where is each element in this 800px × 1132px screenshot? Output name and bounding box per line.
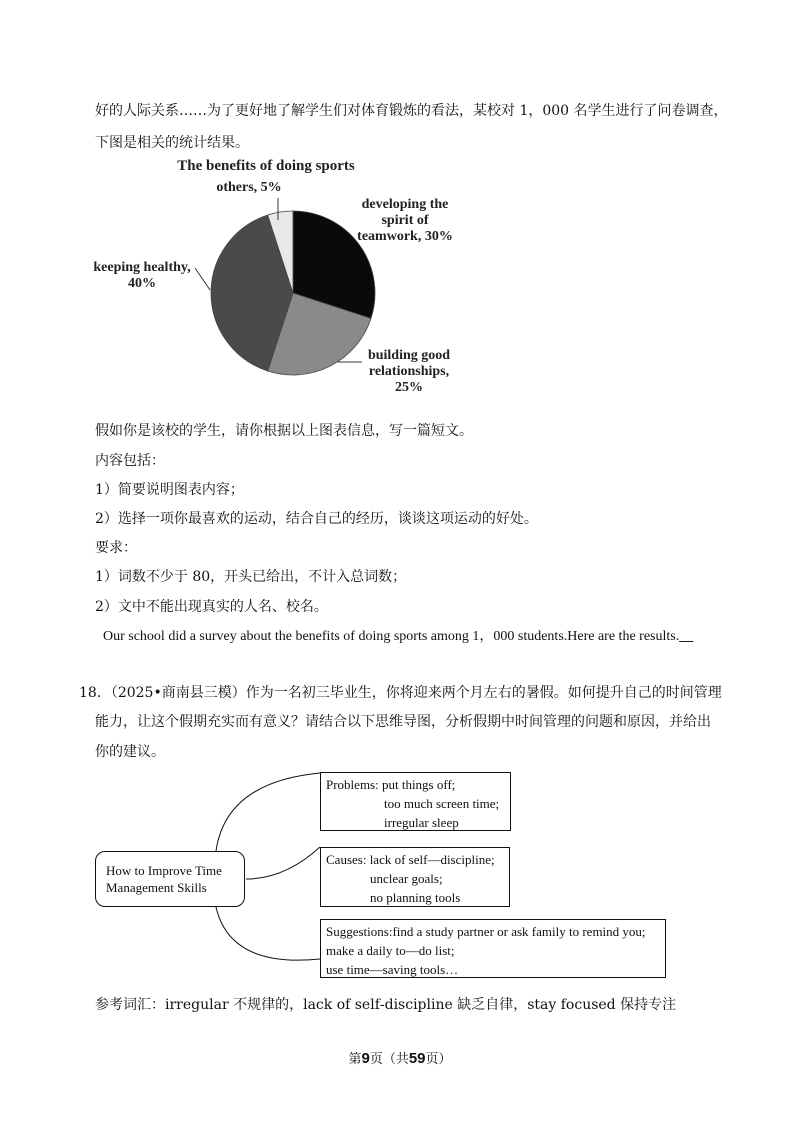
suggestions-item-2: make a daily to—do list; [326,943,455,958]
q18-line-2: 能力，让这个假期充实而有意义？请结合以下思维导图，分析假期中时间管理的问题和原因，并给出 [95,714,711,730]
mindmap-problems-box [320,772,511,831]
footer-total: 59 [408,1050,426,1067]
q18-line-1: 18．（2025•商南县三模）作为一名初三毕业生，你将迎来两个月左右的暑假。如何提升自己的时间管理 [79,685,722,701]
causes-item-2: unclear goals; [370,871,443,886]
task-line-4: 2）选择一项你最喜欢的运动，结合自己的经历，谈谈这项运动的好处。 [95,511,538,527]
task-line-6: 1）词数不少于 80，开头已给出，不计入总词数； [95,569,407,585]
mindmap-causes-box [320,847,510,907]
problems-item-3: irregular sleep [384,815,459,830]
slice-label-1: building good relationships, 25% [367,348,451,395]
problems-item-2: too much screen time; [384,796,500,811]
mindmap-suggestions-box [320,919,666,978]
problems-item-1: Problems: put things off; [326,777,456,792]
mindmap-root: How to Improve Time Management Skills [95,851,245,907]
footer-mid: 页（共 [369,1052,409,1067]
task-line-1: 假如你是该校的学生，请你根据以上图表信息，写一篇短文。 [95,423,473,439]
footer-post: 页） [425,1052,452,1067]
task-line-2: 内容包括： [95,453,165,469]
task-line-3: 1）简要说明图表内容； [95,482,244,498]
causes-item-3: no planning tools [370,890,461,905]
task-line-5: 要求： [95,540,137,556]
essay-opening-text: Our school did a survey about the benefits of doing sports among 1，000 students.Here are the results. [103,629,680,644]
footer-page: 9 [361,1050,370,1067]
suggestions-item-1: Suggestions:find a study partner or ask family to remind you; [326,924,646,939]
slice-label-0: developing the spirit of teamwork, 30% [357,197,453,244]
intro-line-1: 好的人际关系……为了更好地了解学生们对体育锻炼的看法，某校对 1，000 名学生进行了问卷调查， [95,103,728,119]
suggestions-item-3: use time—saving tools… [326,962,459,977]
causes-item-1: Causes: lack of self—discipline; [326,852,495,867]
task-line-7: 2）文中不能出现真实的人名、校名。 [95,599,328,615]
intro-line-2: 下图是相关的统计结果。 [95,135,249,151]
footer-pre: 第 [348,1052,362,1067]
slice-label-2: keeping healthy, 40% [93,260,191,291]
answer-blank: __ [679,629,694,644]
vocab-line: 参考词汇：irregular 不规律的，lack of self‐discipline 缺乏自律，stay focused 保持专注 [95,997,677,1013]
chart-title: The benefits of doing sports [177,158,355,174]
page-footer [0,1048,800,1067]
q18-line-3: 你的建议。 [95,744,165,760]
slice-label-3: others, 5% [216,180,282,195]
